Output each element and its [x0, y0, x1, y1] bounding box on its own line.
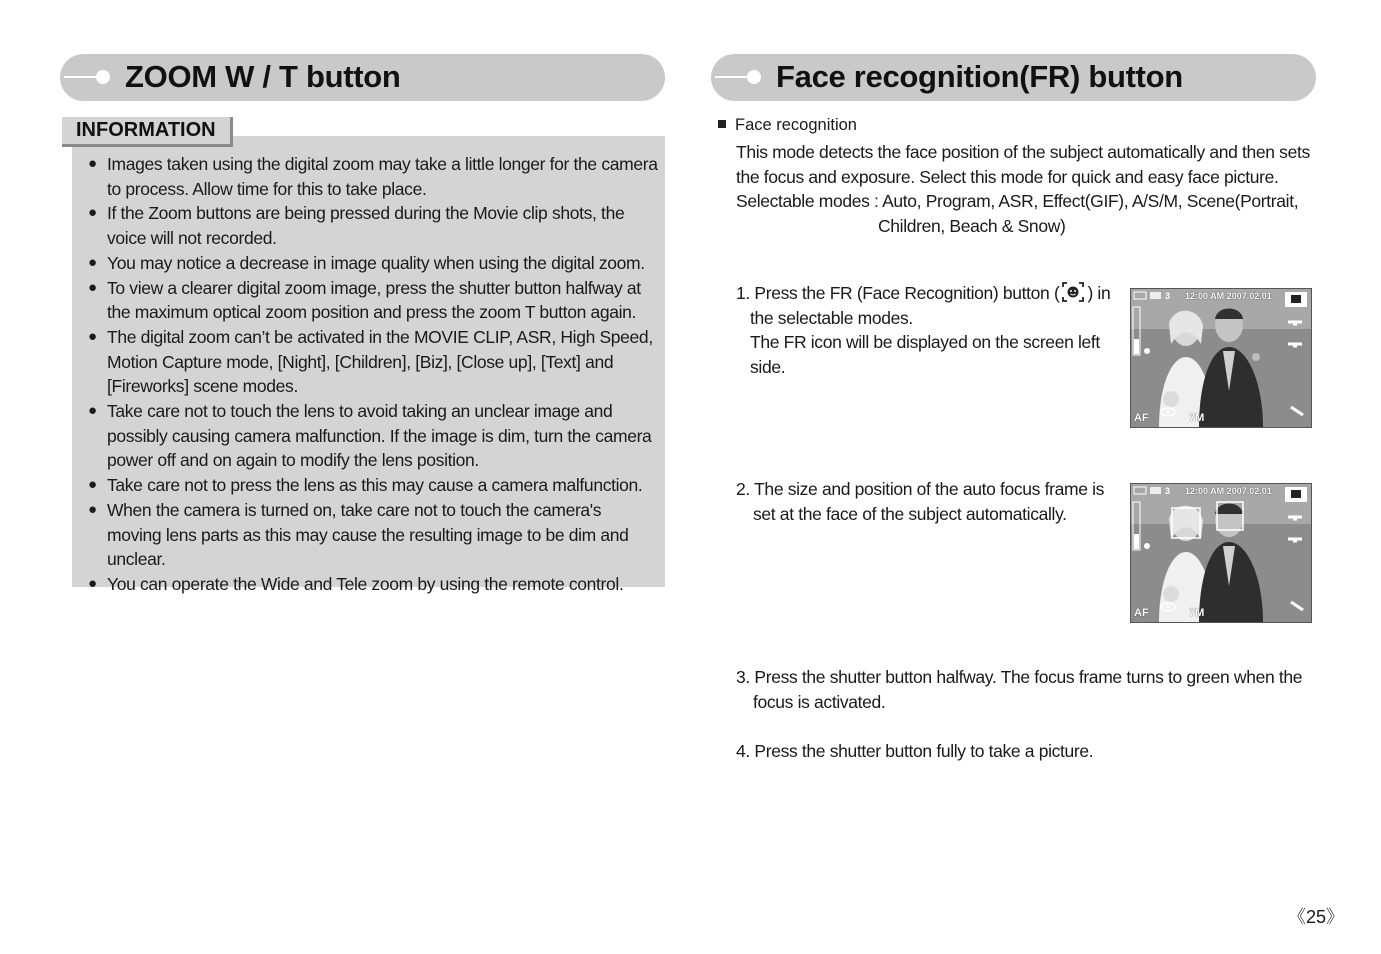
image-size-indicator: 7M	[1189, 412, 1205, 424]
bullet-icon: ●	[88, 402, 97, 420]
couple-photo-image	[1131, 289, 1311, 427]
title-decor-dot	[747, 70, 761, 84]
zoom-title-bar	[60, 54, 665, 101]
information-list	[88, 152, 658, 597]
step-2: 2. The size and position of the auto focus frame is set at the face of the subject automatically.	[736, 479, 1105, 524]
list-item: ● You can operate the Wide and Tele zoom by using the remote control.	[88, 572, 658, 597]
list-item: ● Images taken using the digital zoom may take a little longer for the camera to process. Allow time for this to take place.	[88, 154, 658, 199]
fr-description: This mode detects the face position of the subject automatically and then sets the focus and exposure. Select this mode for quick and easy face picture. Selectable modes : Auto, Program, ASR, Effect(GIF), A/S/M, Scene(Portrait, Children, Beach & Snow)	[736, 142, 1310, 236]
face-recognition-icon	[1061, 281, 1085, 303]
step-1: 1. Press the FR (Face Recognition) button ( ) in the selectable modes. The FR icon will be displayed on the screen left side.	[736, 283, 1111, 377]
fr-title: Face recognition(FR) button	[776, 59, 1183, 94]
shot-count: 3	[1165, 291, 1171, 301]
square-bullet-icon	[718, 120, 726, 128]
list-item: ● Take care not to press the lens as this may cause a camera malfunction.	[88, 473, 658, 498]
page-number: 《25》	[1288, 907, 1345, 927]
list-item: ● Take care not to touch the lens to avoid taking an unclear image and possibly causing camera malfunction. If the image is dim, turn the camera power off and on again to modify the lens position.	[88, 401, 652, 471]
bullet-icon: ●	[88, 253, 97, 271]
list-item: ● If the Zoom buttons are being pressed during the Movie clip shots, the voice will not recorded.	[88, 203, 625, 249]
bullet-icon: ●	[88, 278, 97, 296]
bullet-icon: ●	[88, 500, 97, 518]
list-item: ● When the camera is turned on, take care not to touch the camera's moving lens parts as this may cause the resulting image to be dim and unclear.	[88, 499, 629, 570]
af-indicator: AF	[1134, 607, 1149, 619]
bullet-icon: ●	[88, 574, 97, 592]
list-item: ● The digital zoom can’t be activated in the MOVIE CLIP, ASR, High Speed, Motion Capture mode, [Night], [Children], [Biz], [Close up], [Text] and [Fireworks] scene modes.	[88, 326, 653, 397]
list-item: ● To view a clearer digital zoom image, press the shutter button halfway at the maximum optical zoom position and press the zoom T button again.	[88, 277, 641, 323]
camera-screen-1	[1130, 288, 1312, 428]
image-size-indicator: 7M	[1189, 607, 1205, 619]
title-decor-dot	[96, 70, 110, 84]
list-item: ● You may notice a decrease in image quality when using the digital zoom.	[88, 251, 658, 276]
datetime-readout: 12:00 AM 2007.02.01	[1185, 486, 1272, 496]
information-tab	[62, 117, 233, 147]
information-label: INFORMATION	[76, 119, 216, 141]
step-4: 4. Press the shutter button fully to take a picture.	[736, 741, 1094, 761]
couple-photo-image	[1131, 484, 1311, 622]
fr-section-heading: Face recognition	[718, 116, 857, 135]
bullet-icon: ●	[88, 155, 97, 172]
step-3: 3. Press the shutter button halfway. The focus frame turns to green when the focus is activated.	[736, 667, 1303, 712]
camera-screen-2	[1130, 483, 1312, 623]
af-indicator: AF	[1134, 412, 1149, 424]
bullet-icon: ●	[88, 327, 97, 345]
zoom-title: ZOOM W / T button	[125, 59, 401, 94]
datetime-readout: 12:00 AM 2007.02.01	[1185, 291, 1272, 301]
bullet-icon: ●	[88, 476, 97, 494]
fr-title-bar	[711, 54, 1316, 101]
bullet-icon: ●	[88, 204, 97, 222]
shot-count: 3	[1165, 486, 1171, 496]
